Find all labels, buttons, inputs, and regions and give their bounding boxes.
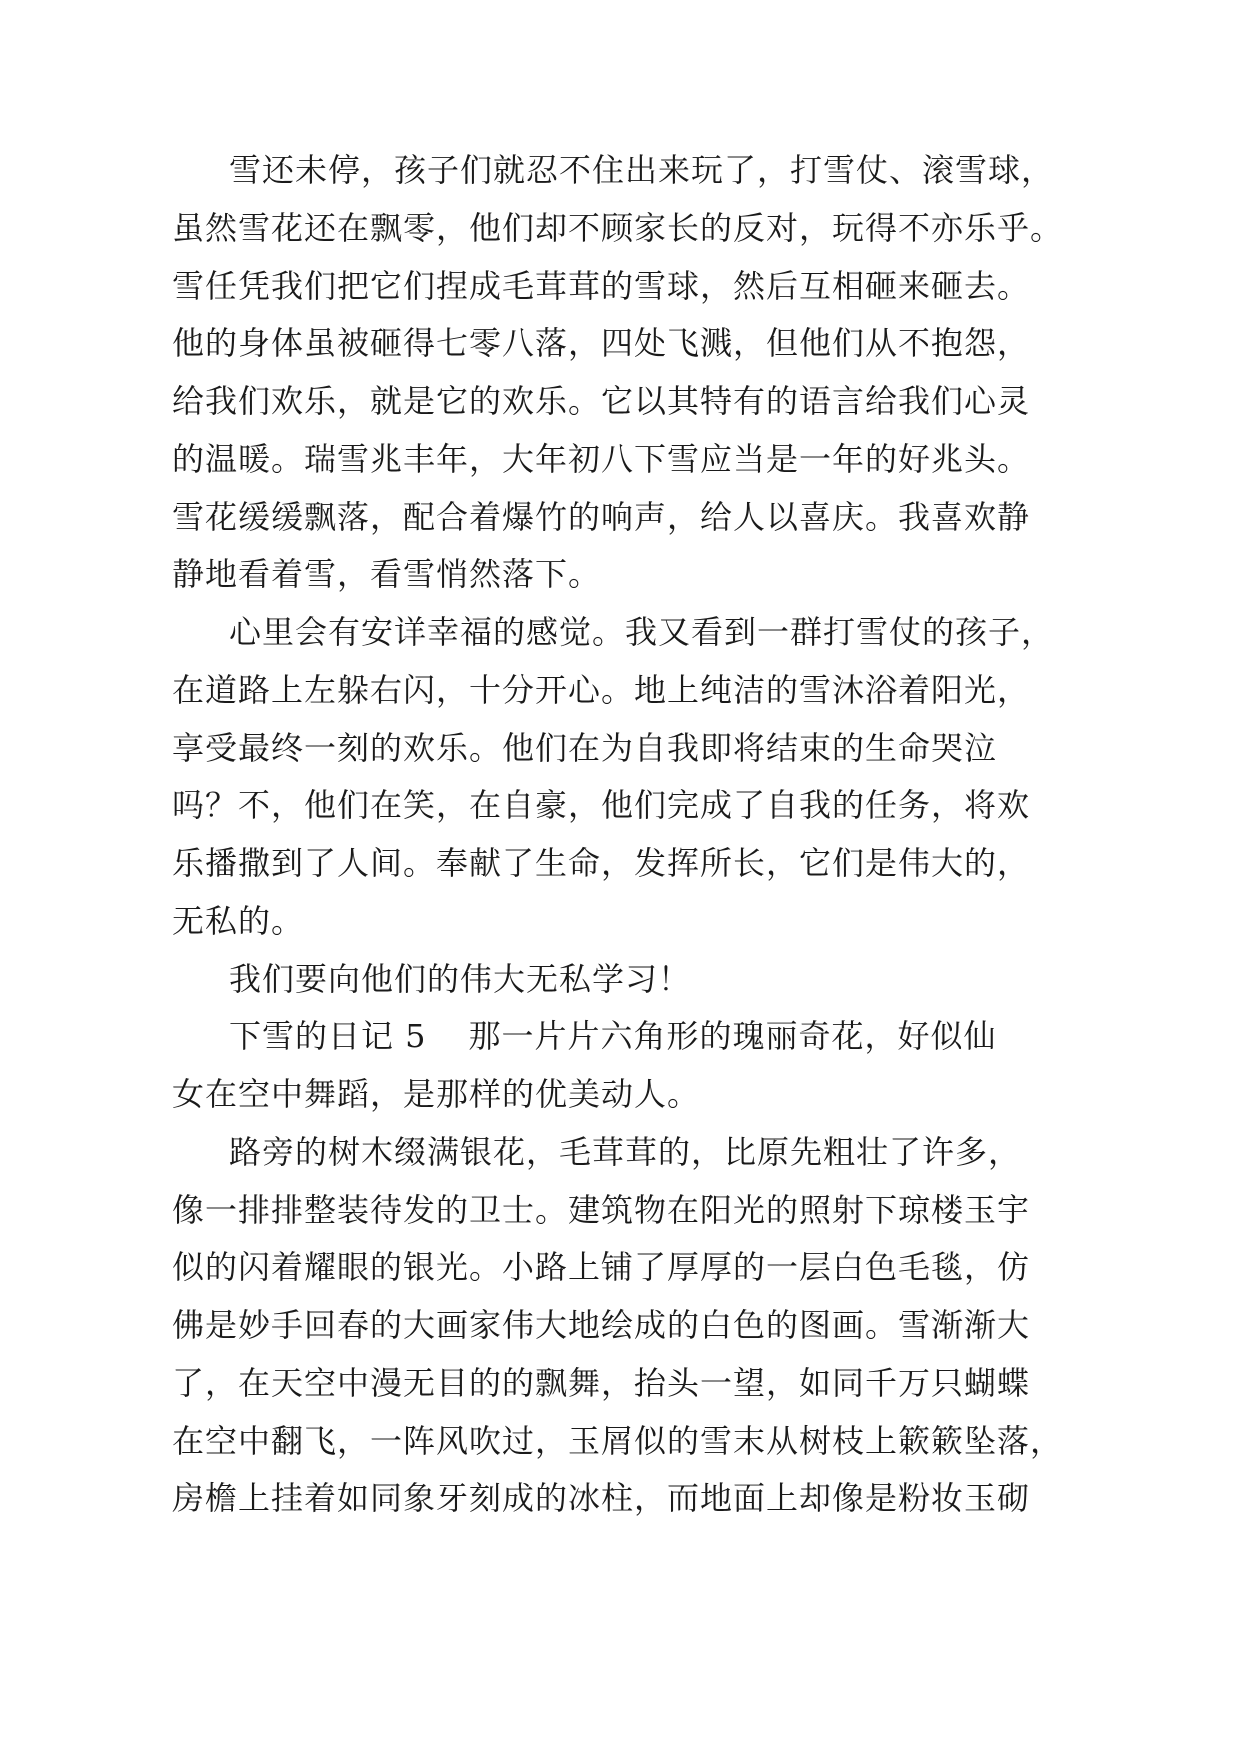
diary-first-line: 那一片片六角形的瑰丽奇花，好似仙 (468, 1017, 997, 1055)
paragraph-5-line-1: 路旁的树木缀满银花，毛茸茸的，比原先粗壮了许多， (229, 1133, 1022, 1171)
paragraph-5-line-7: 房檐上挂着如同象牙刻成的冰柱，而地面上却像是粉妆玉砌 (172, 1479, 1031, 1517)
paragraph-5-line-6: 在空中翻飞，一阵风吹过，玉屑似的雪末从树枝上簌簌坠落， (172, 1422, 1064, 1460)
paragraph-1-line-2: 虽然雪花还在飘零，他们却不顾家长的反对，玩得不亦乐乎。 (172, 209, 1064, 247)
paragraph-2-line-3: 享受最终一刻的欢乐。他们在为自我即将结束的生命哭泣 (172, 729, 998, 767)
paragraph-1-line-4: 他的身体虽被砸得七零八落，四处飞溅，但他们从不抱怨， (172, 324, 1031, 362)
paragraph-1-line-5: 给我们欢乐，就是它的欢乐。它以其特有的语言给我们心灵 (172, 382, 1031, 420)
paragraph-5-line-5: 了，在天空中漫无目的的飘舞，抬头一望，如同千万只蝴蝶 (172, 1364, 1031, 1402)
paragraph-2-line-2: 在道路上左躲右闪，十分开心。地上纯洁的雪沐浴着阳光， (172, 671, 1031, 709)
paragraph-3-line-1: 我们要向他们的伟大无私学习！ (229, 960, 692, 998)
paragraph-2-line-6: 无私的。 (172, 902, 305, 940)
paragraph-5-line-4: 佛是妙手回春的大画家伟大地绘成的白色的图画。雪渐渐大 (172, 1306, 1031, 1344)
diary-title: 下雪的日记 5 (229, 1017, 427, 1055)
paragraph-2-line-1: 心里会有安详幸福的感觉。我又看到一群打雪仗的孩子， (229, 613, 1055, 651)
paragraph-1-line-7: 雪花缓缓飘落，配合着爆竹的响声，给人以喜庆。我喜欢静 (172, 498, 1031, 536)
paragraph-1-line-6: 的温暖。瑞雪兆丰年，大年初八下雪应当是一年的好兆头。 (172, 440, 1031, 478)
paragraph-1-line-1: 雪还未停，孩子们就忍不住出来玩了，打雪仗、滚雪球， (229, 151, 1055, 189)
paragraph-5-line-2: 像一排排整装待发的卫士。建筑物在阳光的照射下琼楼玉宇 (172, 1191, 1031, 1229)
paragraph-5-line-3: 似的闪着耀眼的银光。小路上铺了厚厚的一层白色毛毯，仿 (172, 1248, 1031, 1286)
paragraph-4-line-1 (229, 1016, 997, 1056)
paragraph-2-line-4: 吗？不，他们在笑，在自豪，他们完成了自我的任务，将欢 (172, 786, 1031, 824)
paragraph-4-line-2: 女在空中舞蹈，是那样的优美动人。 (172, 1075, 701, 1113)
paragraph-2-line-5: 乐播撒到了人间。奉献了生命，发挥所长，它们是伟大的， (172, 844, 1031, 882)
paragraph-1-line-3: 雪任凭我们把它们捏成毛茸茸的雪球，然后互相砸来砸去。 (172, 267, 1031, 305)
paragraph-1-line-8: 静地看着雪，看雪悄然落下。 (172, 555, 602, 593)
